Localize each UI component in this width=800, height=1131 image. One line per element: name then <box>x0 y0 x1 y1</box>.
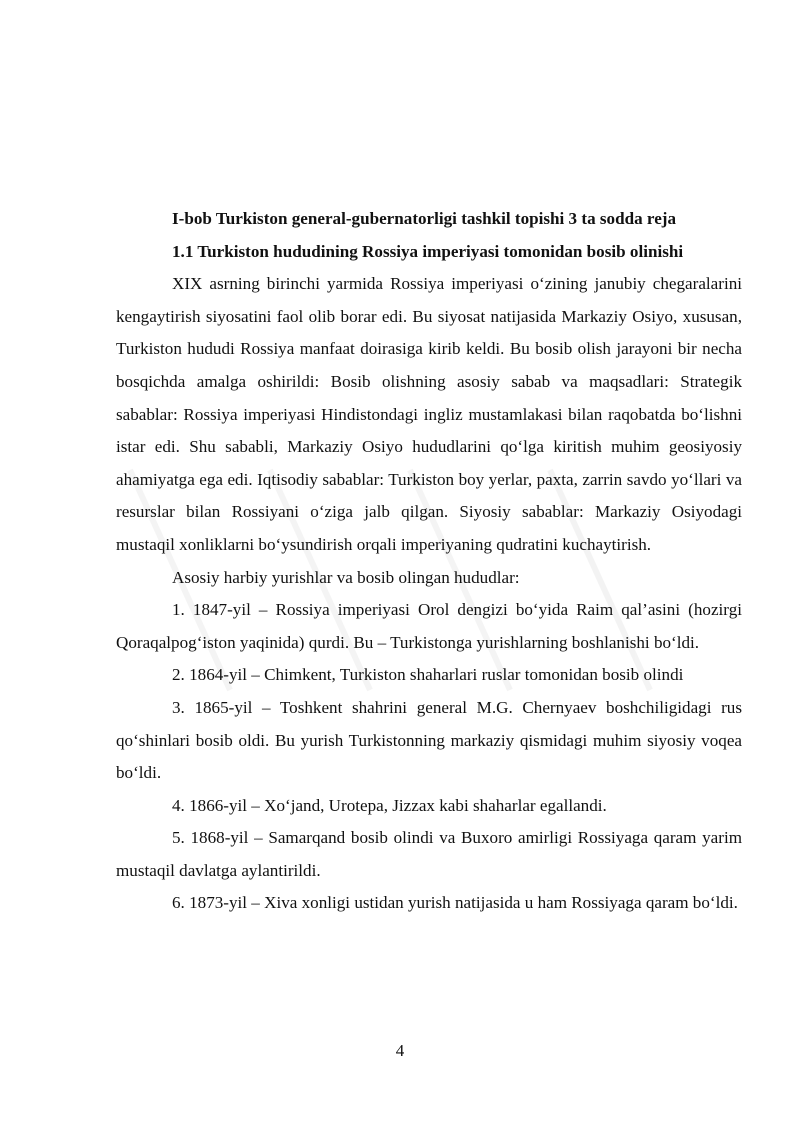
section-heading: 1.1 Turkiston hududining Rossiya imperiyasi tomonidan bosib olinishi <box>172 241 684 261</box>
list-item-1865: 3. 1865-yil – Toshkent shahrini general M.G. Chernyaev boshchiligidagi rus qo‘shinlari bosib oldi. Bu yurish Turkistonning markaziy qismidagi muhim siyosiy voqea bo‘ldi. <box>116 697 742 783</box>
list-item-1864: 2. 1864-yil – Chimkent, Turkiston shaharlari ruslar tomonidan bosib olindi <box>172 665 684 685</box>
page-number: 4 <box>395 1041 405 1060</box>
list-item-1866: 4. 1866-yil – Xo‘jand, Urotepa, Jizzax kabi shaharlar egallandi. <box>172 795 607 815</box>
document-page <box>116 203 742 920</box>
body-paragraph-intro: XIX asrning birinchi yarmida Rossiya imperiyasi o‘zining janubiy chegaralarini kengaytirish siyosatini faol olib borar edi. Bu siyosat natijasida Markaziy Osiyo, xususan, Turkiston hududi Rossiya manfaat doirasiga kirib keldi. Bu bosib olish jarayoni bir necha bosqichda amalga oshirildi: Bosib olishning asosiy sabab va maqsadlari: Strategik sabablar: Rossiya imperiyasi Hindistondagi ingliz mustamlakasi bilan raqobatda bo‘lishni istar edi. Shu sababli, Markaziy Osiyo hududlarini qo‘lga kiritish muhim geosiyosiy ahamiyatga ega edi. Iqtisodiy sabablar: Turkiston boy yerlar, paxta, zarrin savdo yo‘llari va resurslar bilan Rossiyani o‘ziga jalb qilgan. Siyosiy sabablar: Markaziy Osiyodagi mustaqil xonliklarni bo‘ysundirish orqali imperiyaning qudratini kuchaytirish. <box>116 274 742 554</box>
list-item-1873: 6. 1873-yil – Xiva xonligi ustidan yurish natijasida u ham Rossiyaga qaram bo‘ldi. <box>172 893 738 913</box>
list-item-1847: 1. 1847-yil – Rossiya imperiyasi Orol dengizi bo‘yida Raim qal’asini (hozirgi Qoraqalpog‘iston yaqinida) qurdi. Bu – Turkistonga yurishlarning boshlanishi bo‘ldi. <box>116 600 742 652</box>
list-item-1868: 5. 1868-yil – Samarqand bosib olindi va Buxoro amirligi Rossiyaga qaram yarim mustaqil davlatga aylantirildi. <box>116 828 742 880</box>
chapter-heading: I-bob Turkiston general-gubernatorligi tashkil topishi 3 ta sodda reja <box>172 209 677 228</box>
body-paragraph-subtitle: Asosiy harbiy yurishlar va bosib olingan hududlar: <box>172 567 520 587</box>
